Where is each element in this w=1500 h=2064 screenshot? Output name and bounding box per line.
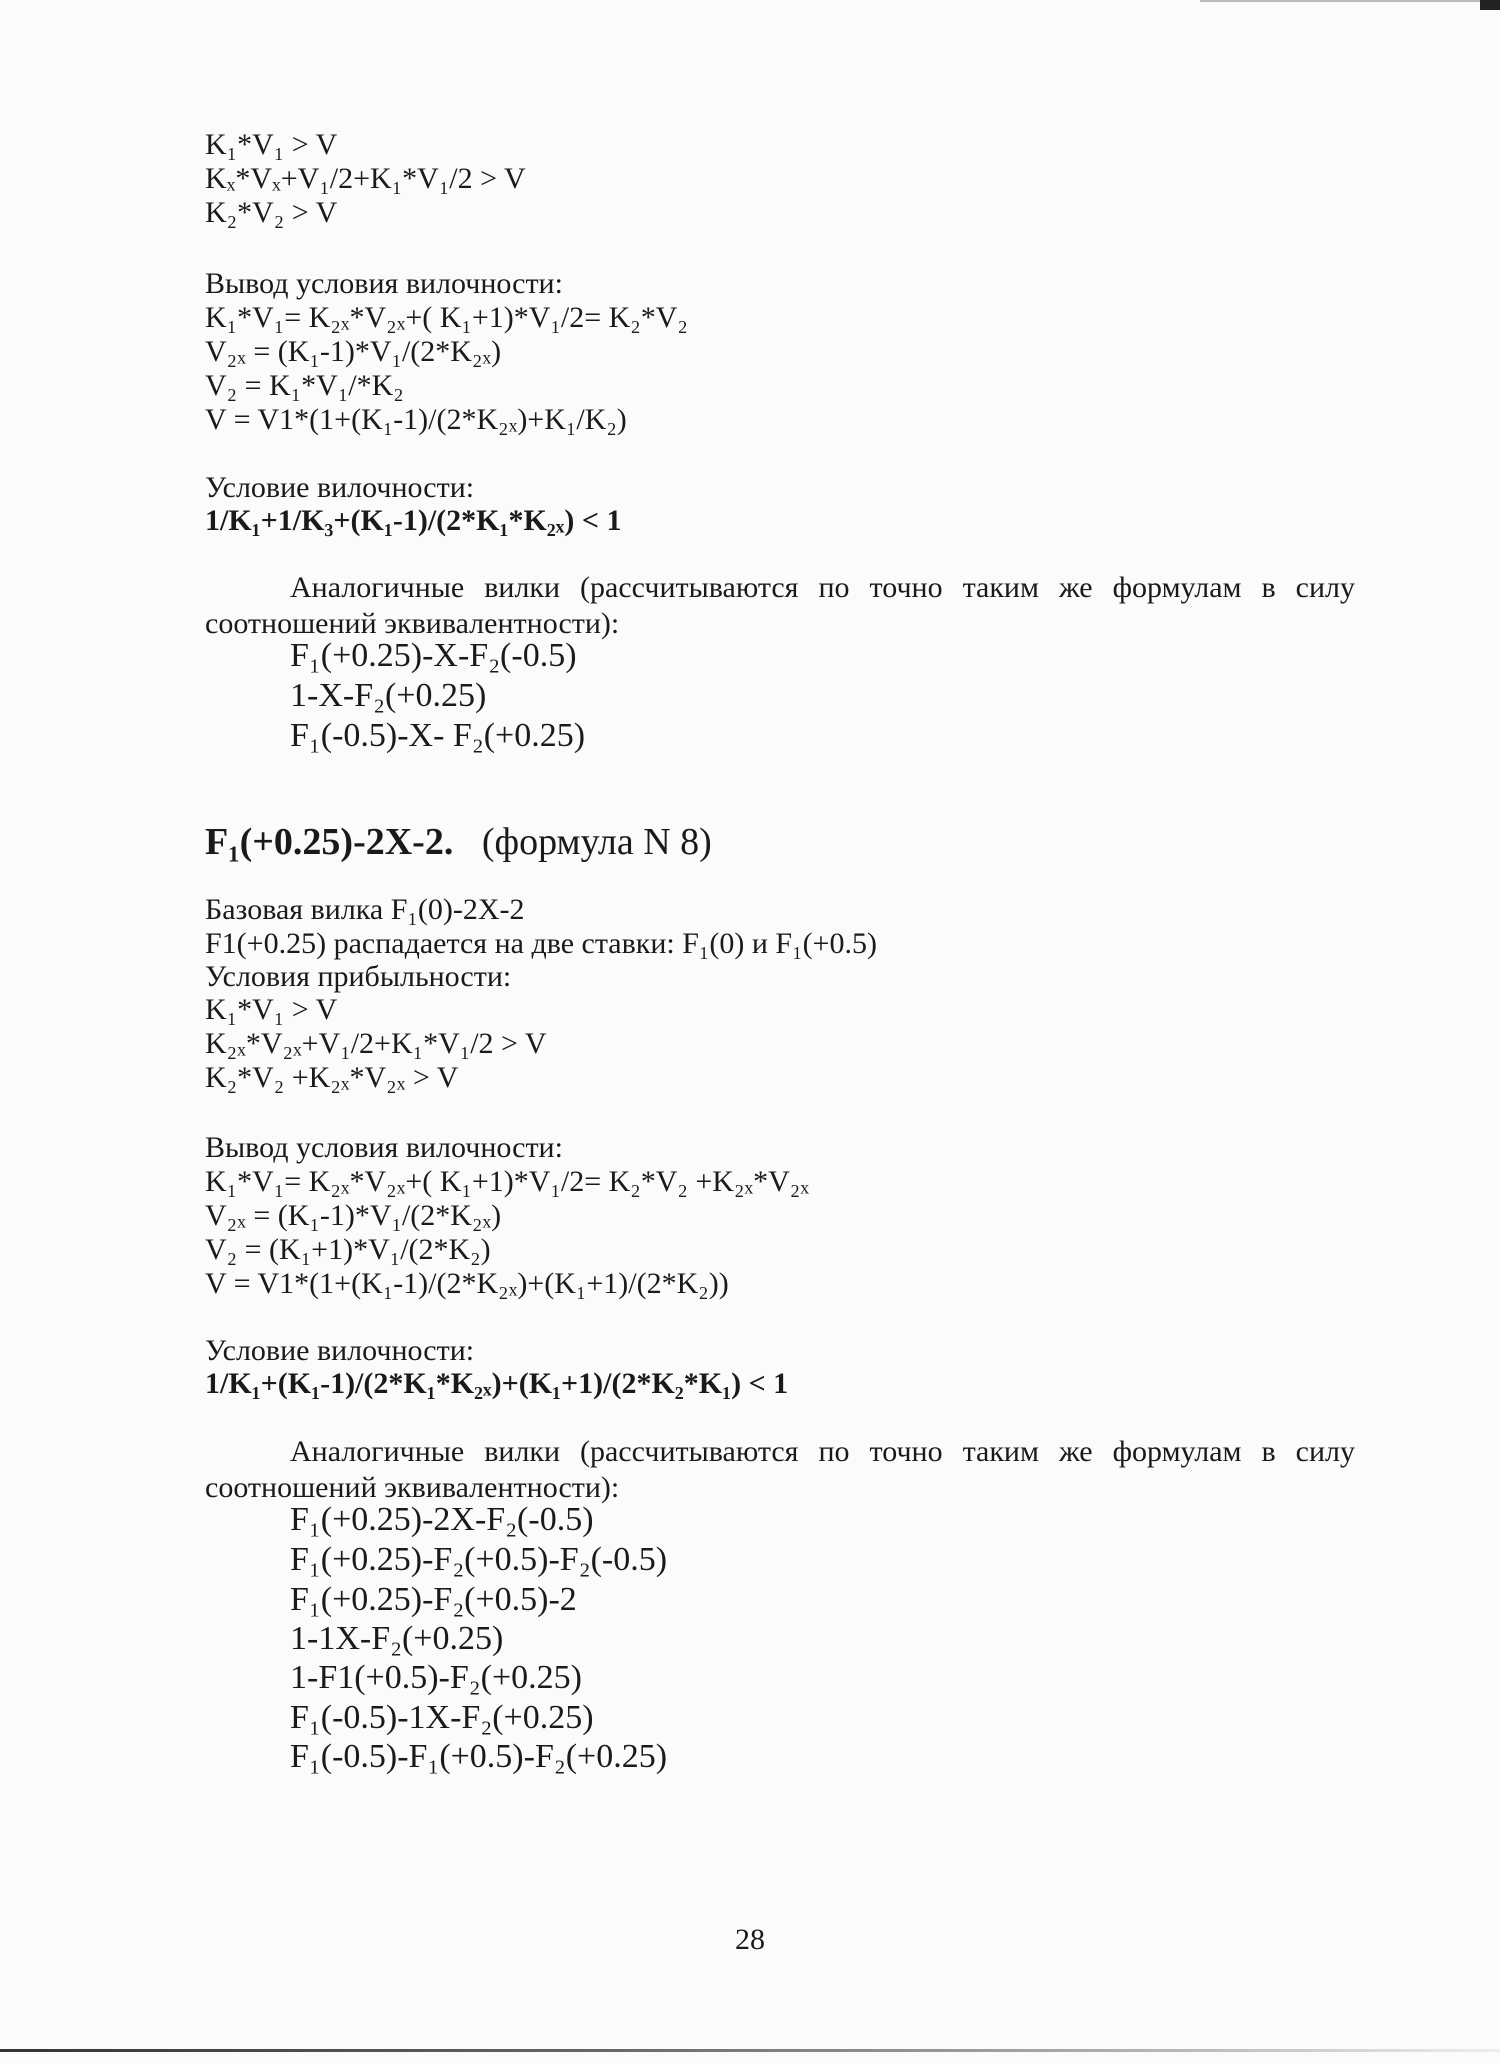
derivation-line: V = V1*(1+(K₁-1)/(2*K₂ₓ)+(K₁+1)/(2*K₂)) — [205, 1267, 729, 1300]
derivation-line: K₁*V₁= K₂ₓ*V₂ₓ+( K₁+1)*V₁/2= K₂*V₂ — [205, 301, 688, 334]
analog-fork: F₁(-0.5)-1X-F₂(+0.25) — [290, 1699, 594, 1736]
page-number: 28 — [735, 1923, 765, 1956]
analog-fork: F₁(-0.5)-F₁(+0.5)-F₂(+0.25) — [290, 1738, 668, 1775]
scan-edge-mark — [1480, 0, 1500, 10]
derivation-title: Вывод условия вилочности: — [205, 1131, 563, 1164]
condition-line: K₂*V₂ +K₂ₓ*V₂ₓ > V — [205, 1061, 459, 1094]
section-heading-note: (формула N 8) — [481, 821, 712, 863]
analog-fork: F₁(+0.25)-X-F₂(-0.5) — [290, 637, 577, 674]
section-heading-formula: F₁(+0.25)-2X-2. — [205, 821, 454, 863]
analog-fork: F₁(+0.25)-2X-F₂(-0.5) — [290, 1501, 594, 1538]
body-line: Базовая вилка F₁(0)-2X-2 — [205, 893, 525, 926]
analog-paragraph: Аналогичные вилки (рассчитываются по точно таким же формулам в силу соотношений эквивалентности): — [205, 1435, 1355, 1504]
derivation-title: Вывод условия вилочности: — [205, 267, 563, 300]
body-line: Условия прибыльности: — [205, 960, 512, 993]
analog-fork: F₁(+0.25)-F₂(+0.5)-2 — [290, 1581, 577, 1618]
condition-line: K₁*V₁ > V — [205, 993, 338, 1026]
derivation-line: V₂ = K₁*V₁/*K₂ — [205, 369, 404, 402]
derivation-line: V₂ = (K₁+1)*V₁/(2*K₂) — [205, 1233, 491, 1266]
analog-fork: 1-X-F₂(+0.25) — [290, 677, 487, 714]
condition-title: Условие вилочности: — [205, 1334, 475, 1367]
condition-line: K₂ₓ*V₂ₓ+V₁/2+K₁*V₁/2 > V — [205, 1027, 547, 1060]
condition-line: Kₓ*Vₓ+V₁/2+K₁*V₁/2 > V — [205, 162, 526, 195]
analog-fork: F₁(-0.5)-X- F₂(+0.25) — [290, 717, 586, 754]
body-line: F1(+0.25) распадается на две ставки: F₁(0) и F₁(+0.5) — [205, 927, 877, 960]
scan-edge-line — [1200, 0, 1480, 2]
derivation-line: V₂ₓ = (K₁-1)*V₁/(2*K₂ₓ) — [205, 335, 502, 368]
derivation-line: V = V1*(1+(K₁-1)/(2*K₂ₓ)+K₁/K₂) — [205, 403, 627, 436]
condition-formula: 1/K₁+1/K₃+(K₁-1)/(2*K₁*K₂ₓ) < 1 — [205, 504, 622, 537]
analog-fork: F₁(+0.25)-F₂(+0.5)-F₂(-0.5) — [290, 1541, 668, 1578]
derivation-line: K₁*V₁= K₂ₓ*V₂ₓ+( K₁+1)*V₁/2= K₂*V₂ +K₂ₓ*V₂ₓ — [205, 1165, 809, 1198]
analog-paragraph: Аналогичные вилки (рассчитываются по точно таким же формулам в силу соотношений эквивалентности): — [205, 571, 1355, 640]
section-heading — [205, 820, 712, 864]
condition-title: Условие вилочности: — [205, 471, 475, 504]
derivation-line: V₂ₓ = (K₁-1)*V₁/(2*K₂ₓ) — [205, 1199, 502, 1232]
scan-edge-bottom — [0, 2049, 1500, 2052]
analog-fork: 1-1X-F₂(+0.25) — [290, 1620, 504, 1657]
condition-line: K₁*V₁ > V — [205, 128, 338, 161]
condition-line: K₂*V₂ > V — [205, 196, 338, 229]
analog-fork: 1-F1(+0.5)-F₂(+0.25) — [290, 1659, 582, 1696]
condition-formula: 1/K₁+(K₁-1)/(2*K₁*K₂ₓ)+(K₁+1)/(2*K₂*K₁) < 1 — [205, 1367, 789, 1400]
